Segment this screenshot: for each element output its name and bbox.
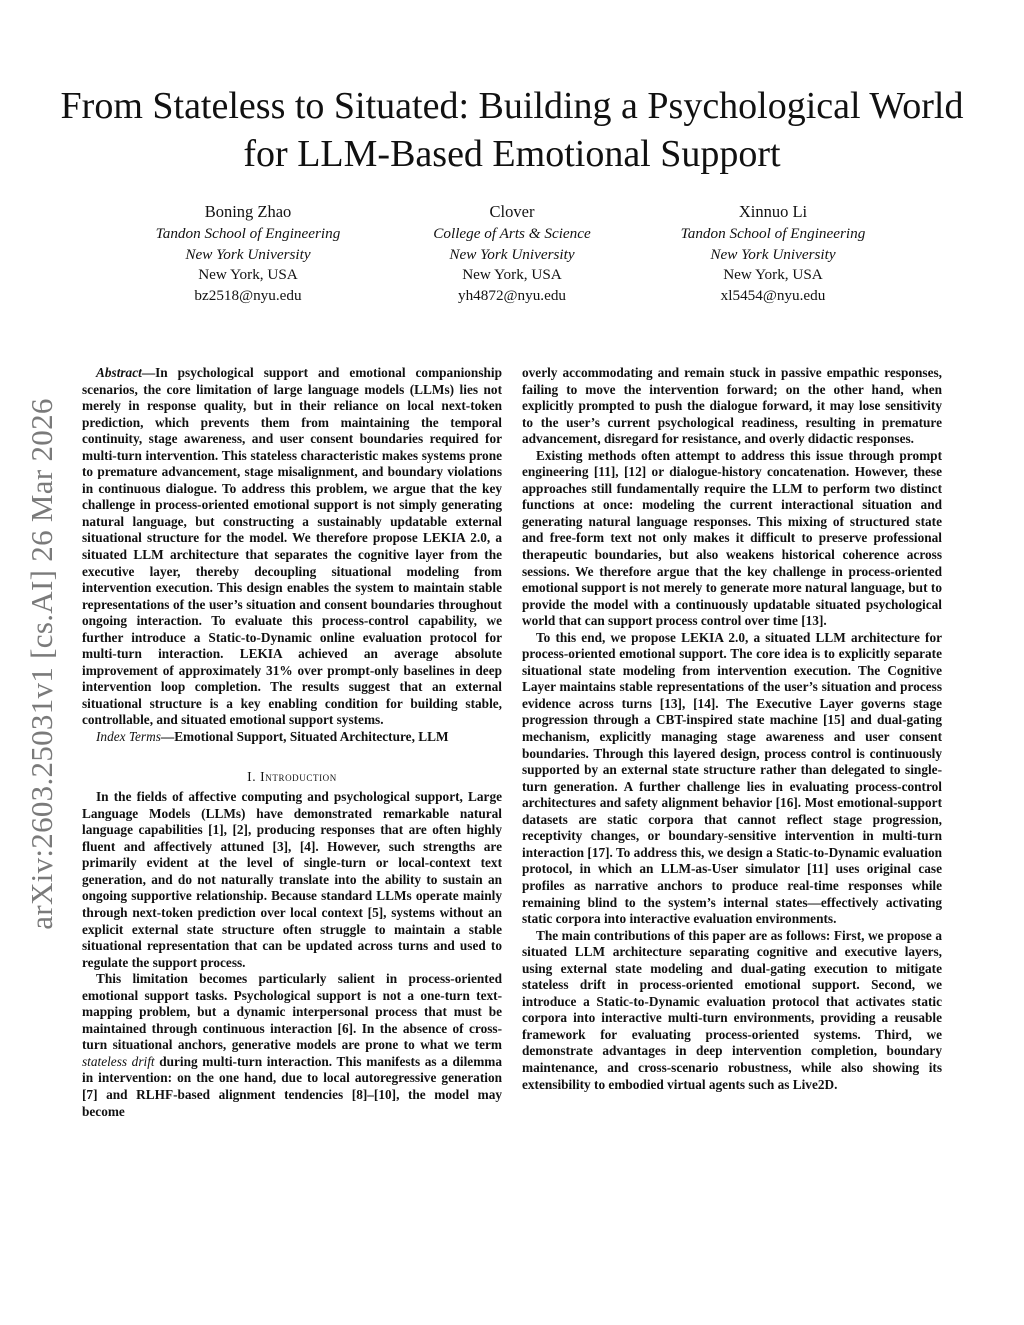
- abstract-label: Abstract: [96, 365, 142, 380]
- author-name: Xinnuo Li: [738, 202, 808, 221]
- paper-title: From Stateless to Situated: Building a Psychological World for LLM-Based Emotional Support: [60, 85, 964, 175]
- author-affiliation: Tandon School of Engineering: [680, 225, 866, 242]
- author-email[interactable]: xl5454@nyu.edu: [720, 286, 826, 304]
- intro-paragraph-2: [82, 971, 502, 1120]
- author-email[interactable]: bz2518@nyu.edu: [194, 286, 302, 304]
- author-3: [643, 200, 903, 306]
- arxiv-identifier[interactable]: arXiv:2603.25031v1 [cs.AI] 26 Mar 2026: [24, 398, 59, 930]
- author-location: New York, USA: [198, 266, 298, 284]
- intro-paragraph-3: Existing methods often attempt to address this issue through prompt engineering [11], [12] or dialogue-history concatenation. However, these approaches still fundamentally require the LLM to perform two distinct functions at once: modeling the current interactional situation and generating natural language responses. This mixing of structured state and free-form text not only makes it difficult to preserve professional therapeutic boundaries, but also weakens historical coherence across sessions. We therefore argue that the key challenge in process-oriented emotional support is not merely to generate more natural language, but to provide the model with a continuously updatable situated psychological world that can support process control over time [13].: [522, 447, 942, 629]
- index-terms-text: Emotional Support, Situated Architecture, LLM: [174, 729, 449, 745]
- intro-paragraph-2-continued: overly accommodating and remain stuck in passive empathic responses, failing to move the intervention forward; on the other hand, when explicitly prompted to push the dialogue forward, it may lose sensitivity to the user’s current psychological readiness, resulting in premature advancement, disregard for resistance, and overly didactic responses.: [522, 365, 942, 447]
- intro-paragraph-2-end: during multi-turn interaction. This manifests as a dilemma in intervention: on the one hand, due to local autoregressive generation [7] and RLHF-based alignment tendencies [8]–[10], the model may become: [82, 1053, 502, 1119]
- intro-paragraph-4: To this end, we propose LEKIA 2.0, a situated LLM architecture for process-oriented emotional support. The core idea is to explicitly separate situational state modeling from intervention execution. The Cognitive Layer maintains stable representations of the user’s situation and process evidence across turns [13], [14]. The Executive Layer governs stage progression through a CBT-inspired state machine [15] and dual-gating mechanism, explicitly managing stage awareness and user consent boundaries. Through this layered design, process control is continuously supported by an external state structure rather than delegated to single-turn generation. A further challenge lies in evaluating process-control architectures and safety alignment behavior [16]. Most emotional-support datasets are static corpora that cannot reflect stage progression, receptivity changes, or boundary-sensitive intervention in multi-turn interaction [17]. To address this, we design a Static-to-Dynamic evaluation protocol, in which an LLM-as-User simulator [11] uses original case profiles as narrative anchors to produce real-time responses while remaining blind to the system’s internal states—effectively activating static corpora into interactive evaluation environments.: [522, 629, 942, 927]
- contributions-paragraph: The main contributions of this paper are as follows: First, we propose a situated LLM architecture separating cognitive and executive layers, using external state modeling and dual-gating execution to mitigate stateless drift in process-oriented emotional support. Second, we introduce a Static-to-Dynamic evaluation protocol that activates static corpora into interactive multi-turn environments, providing a reusable framework for evaluating process-oriented systems. Third, we demonstrate advantages in deep intervention completion, boundary maintenance, and cross-scenario robustness, while also showing its extensibility to embodied virtual agents such as Live2D.: [522, 927, 942, 1092]
- author-name: Boning Zhao: [204, 202, 292, 221]
- author-university: New York University: [449, 245, 575, 263]
- author-1: [118, 200, 378, 306]
- author-2: [382, 200, 642, 306]
- abstract: Abstract—In psychological support and emotional companionship scenarios, the core limitation of large language models (LLMs) lies not merely in response quality, but in their reliance on local next-token prediction, which prevents them from maintaining the temporal continuity, stage awareness, and user consent boundaries required for multi-turn intervention. This stateless characteristic makes systems prone to premature advancement, stage misalignment, and boundary violations in continuous dialogue. To address this problem, we argue that the key challenge in process-oriented emotional support is not simply generating natural language, but constructing a sustainably updatable external situational structure for the model. We therefore propose LEKIA 2.0, a situated LLM architecture that separates the cognitive layer from the executive layer, thereby decoupling situational modeling from intervention execution. This design enables the system to maintain stable representations of the user’s situation and consent boundaries throughout ongoing interaction. To evaluate this process-control capability, we further introduce a Static-to-Dynamic online evaluation protocol for multi-turn interaction. LEKIA achieved an average absolute improvement of approximately 31% over prompt-only baselines in deep intervention loop completion. The results suggest that an external situational structure is a key enabling condition for building stable, controllable, and situated emotional support systems.: [82, 365, 502, 728]
- intro-paragraph-1: In the fields of affective computing and psychological support, Large Language Models (LLMs) have demonstrated remarkable natural language capabilities [1], [2], producing responses that are often highly fluent and affectively attuned [3], [4]. However, such strengths are primarily evident at the level of single-turn or local-context text generation, and do not naturally translate into the ability to sustain an ongoing supportive relationship. Because standard LLMs operate mainly through next-token prediction over local context [5], systems without an explicit external state structure often struggle to maintain a stable situational representation that can be updated across turns and used to regulate the support process.: [82, 789, 502, 970]
- abstract-text: In psychological support and emotional companionship scenarios, the core limitation of large language models (LLMs) lies not merely in response quality, but in their reliance on local next-token prediction, which prevents them from maintaining the temporal continuity, stage awareness, and user consent boundaries required for multi-turn intervention. This stateless characteristic makes systems prone to premature advancement, stage misalignment, and boundary violations in continuous dialogue. To address this problem, we argue that the key challenge in process-oriented emotional support is not simply generating natural language, but constructing a sustainably updatable external situational structure for the model. We therefore propose LEKIA 2.0, a situated LLM architecture that separates the cognitive layer from the executive layer, thereby decoupling situational modeling from intervention execution. This design enables the system to maintain stable representations of the user’s situation and consent boundaries throughout ongoing interaction. To evaluate this process-control capability, we further introduce a Static-to-Dynamic online evaluation protocol for multi-turn interaction. LEKIA achieved an average absolute improvement of approximately 31% over prompt-only baselines in deep intervention loop completion. The results suggest that an external situational structure is a key enabling condition for building stable, controllable, and situated emotional support systems.: [82, 365, 502, 728]
- stateless-drift-term: stateless drift: [82, 1053, 155, 1069]
- author-affiliation: Tandon School of Engineering: [155, 225, 341, 242]
- author-affiliation: College of Arts & Science: [433, 225, 591, 242]
- intro-paragraph-2-start: This limitation becomes particularly salient in process-oriented emotional support tasks. Psychological support is not a one-turn text-mapping problem, but a dynamic interpersonal process that must be maintained through continuous interaction [6]. In the absence of cross-turn situational anchors, generative models are prone to what we term: [82, 971, 502, 1053]
- section-heading-introduction: I. Introduction: [247, 768, 337, 784]
- author-location: New York, USA: [723, 266, 823, 284]
- left-column: [82, 365, 502, 1120]
- author-location: New York, USA: [462, 266, 562, 284]
- author-name: Clover: [489, 202, 535, 221]
- author-university: New York University: [710, 245, 836, 263]
- index-terms: Index Terms—Emotional Support, Situated Architecture, LLM: [96, 729, 449, 745]
- author-email[interactable]: yh4872@nyu.edu: [457, 286, 567, 304]
- author-university: New York University: [185, 245, 311, 263]
- index-terms-label: Index Terms: [96, 729, 161, 745]
- right-column: [522, 365, 942, 1093]
